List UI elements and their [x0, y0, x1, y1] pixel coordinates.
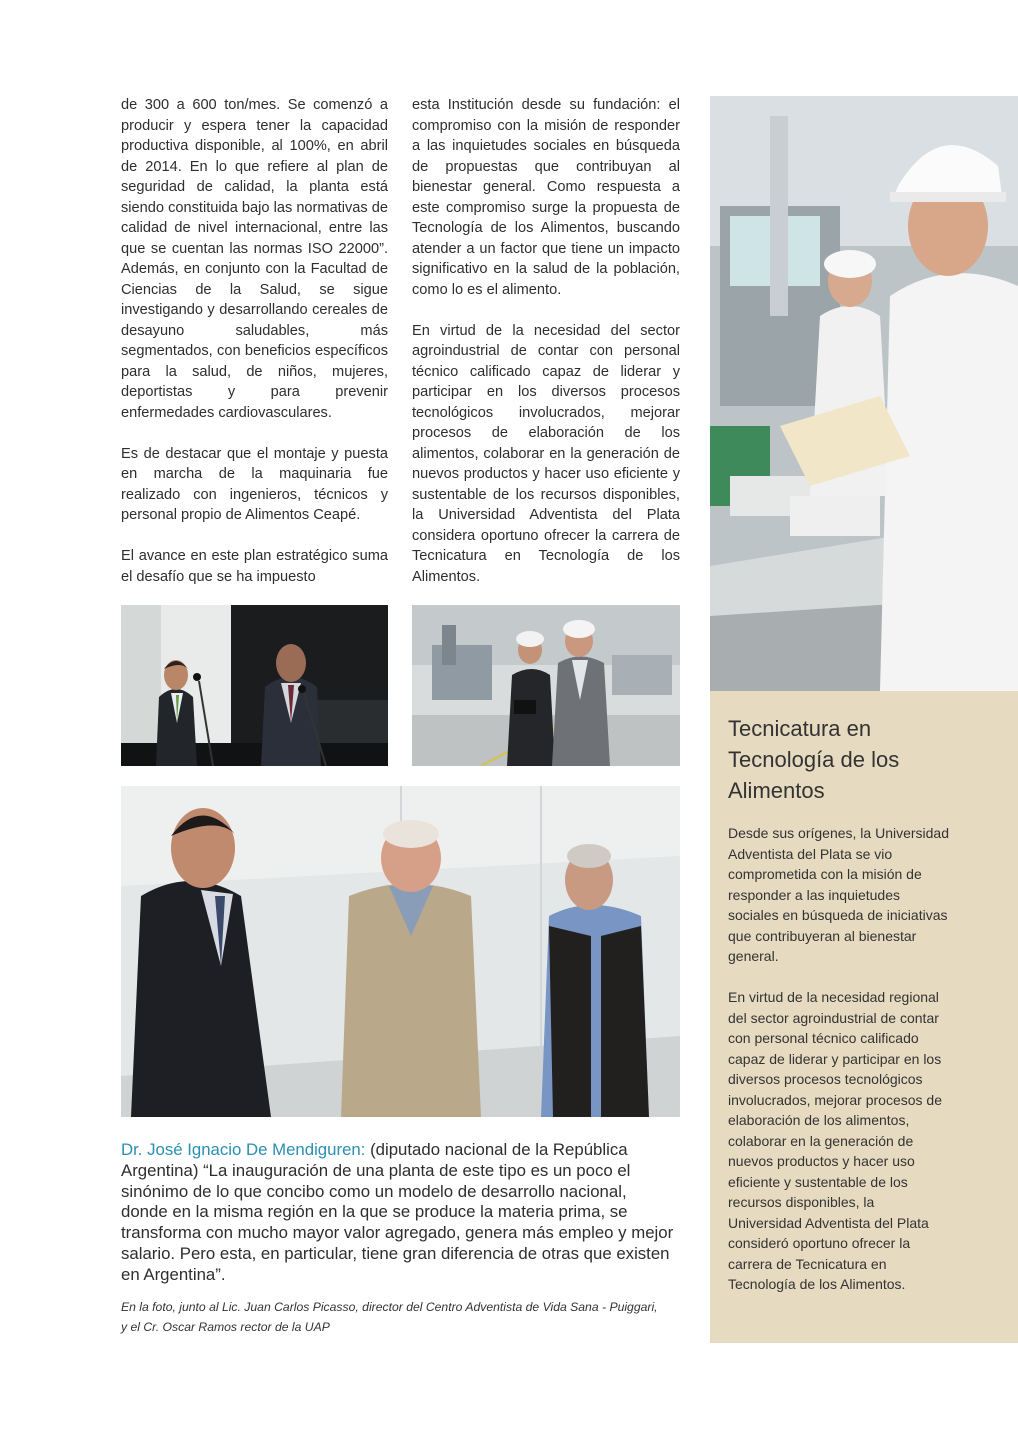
photo-plant-tour: [412, 605, 680, 766]
sidebar-title: Tecnicatura en Tecnología de los Alimentos: [728, 716, 900, 803]
quote-text: (diputado nacional de la República Argentina) “La inauguración de una planta de este tipo es un poco el sinónimo de lo que concibo como un modelo de desarrollo nacional, donde en la misma región en la que se produce la materia prima, se transforma con mucho mayor valor agregado, genera más empleo y mejor salario. Pero esta, en particular, tiene gran diferencia de otras que existen en Argentina”.: [121, 1140, 674, 1284]
col1-paragraph-2: Es de destacar que el montaje y puesta en marcha de la maquinaria fue realizado con ingenieros, técnicos y personal propio de Alimentos Ceapé.: [121, 445, 388, 523]
sidebar-body: [728, 823, 950, 1315]
article-column-middle: [412, 95, 680, 608]
sidebar-paragraph-2: En virtud de la necesidad regional del sector agroindustrial de contar con personal técnico calificado capaz de liderar y participar en los diversos procesos tecnológicos involucrados, mejorar procesos de elaboración de los alimentos, colaborar en la generación de nuevos productos y hacer uso eficiente y sustentable de los recursos disponibles, la Universidad Adventista del Plata consideró oportuno ofrecer la carrera de Tecnicatura en Tecnología de los Alimentos.: [728, 989, 942, 1292]
photo-three-men-visit: [121, 786, 680, 1117]
col1-paragraph-1: de 300 a 600 ton/mes. Se comenzó a producir y espera tener la capacidad productiva disponible, al 100%, en abril de 2014. En lo que refiere al plan de seguridad de calidad, la planta está siendo constituida bajo las normativas de calidad de nivel internacional, entre las que se cuentan las normas ISO 22000”. Además, en conjunto con la Facultad de Ciencias de la Salud, se sigue investigando y desarrollando cereales de desayuno saludables, más segmentados, con beneficios específicos para la salud, de niños, mujeres, deportistas y para prevenir enfermedades cardiovasculares.: [121, 97, 388, 421]
sidebar-paragraph-1: Desde sus orígenes, la Universidad Adventista del Plata se vio comprometida con la misión de responder a las inquietudes sociales en búsqueda de iniciativas que contribuyeran al bienestar general.: [728, 825, 950, 964]
article-column-left: [121, 95, 388, 608]
photo-speakers-at-podium: [121, 605, 388, 766]
col2-paragraph-2: En virtud de la necesidad del sector agroindustrial de contar con personal técnico calificado capaz de liderar y participar en los diversos procesos tecnológicos involucrados, mejorar procesos de elaboración de los alimentos, colaborar en la generación de nuevos productos y hacer uso eficiente y sustentable de los recursos disponibles, la Universidad Adventista del Plata considera oportuno ofrecer la carrera de Tecnicatura en Tecnología de los Alimentos.: [412, 322, 680, 585]
photo-caption: En la foto, junto al Lic. Juan Carlos Picasso, director del Centro Adventista de Vida Sana - Puiggari, y el Cr. Oscar Ramos rector de la UAP: [121, 1300, 658, 1334]
col1-paragraph-3: El avance en este plan estratégico suma el desafío que se ha impuesto: [121, 548, 388, 585]
quote-speaker-name: Dr. José Ignacio De Mendiguren:: [121, 1140, 366, 1159]
quote-block: [121, 1140, 676, 1286]
sidebar-box: [710, 691, 1018, 1343]
photo-food-lab-students: [710, 96, 1018, 691]
col2-paragraph-1: esta Institución desde su fundación: el compromiso con la misión de responder a las inquietudes sociales en búsqueda de propuestas que contribuyan al bienestar general. Como respuesta a este compromiso surge la propuesta de Tecnología de los Alimentos, buscando atender a un factor que tiene un impacto significativo en la salud de la población, como lo es el alimento.: [412, 97, 680, 298]
